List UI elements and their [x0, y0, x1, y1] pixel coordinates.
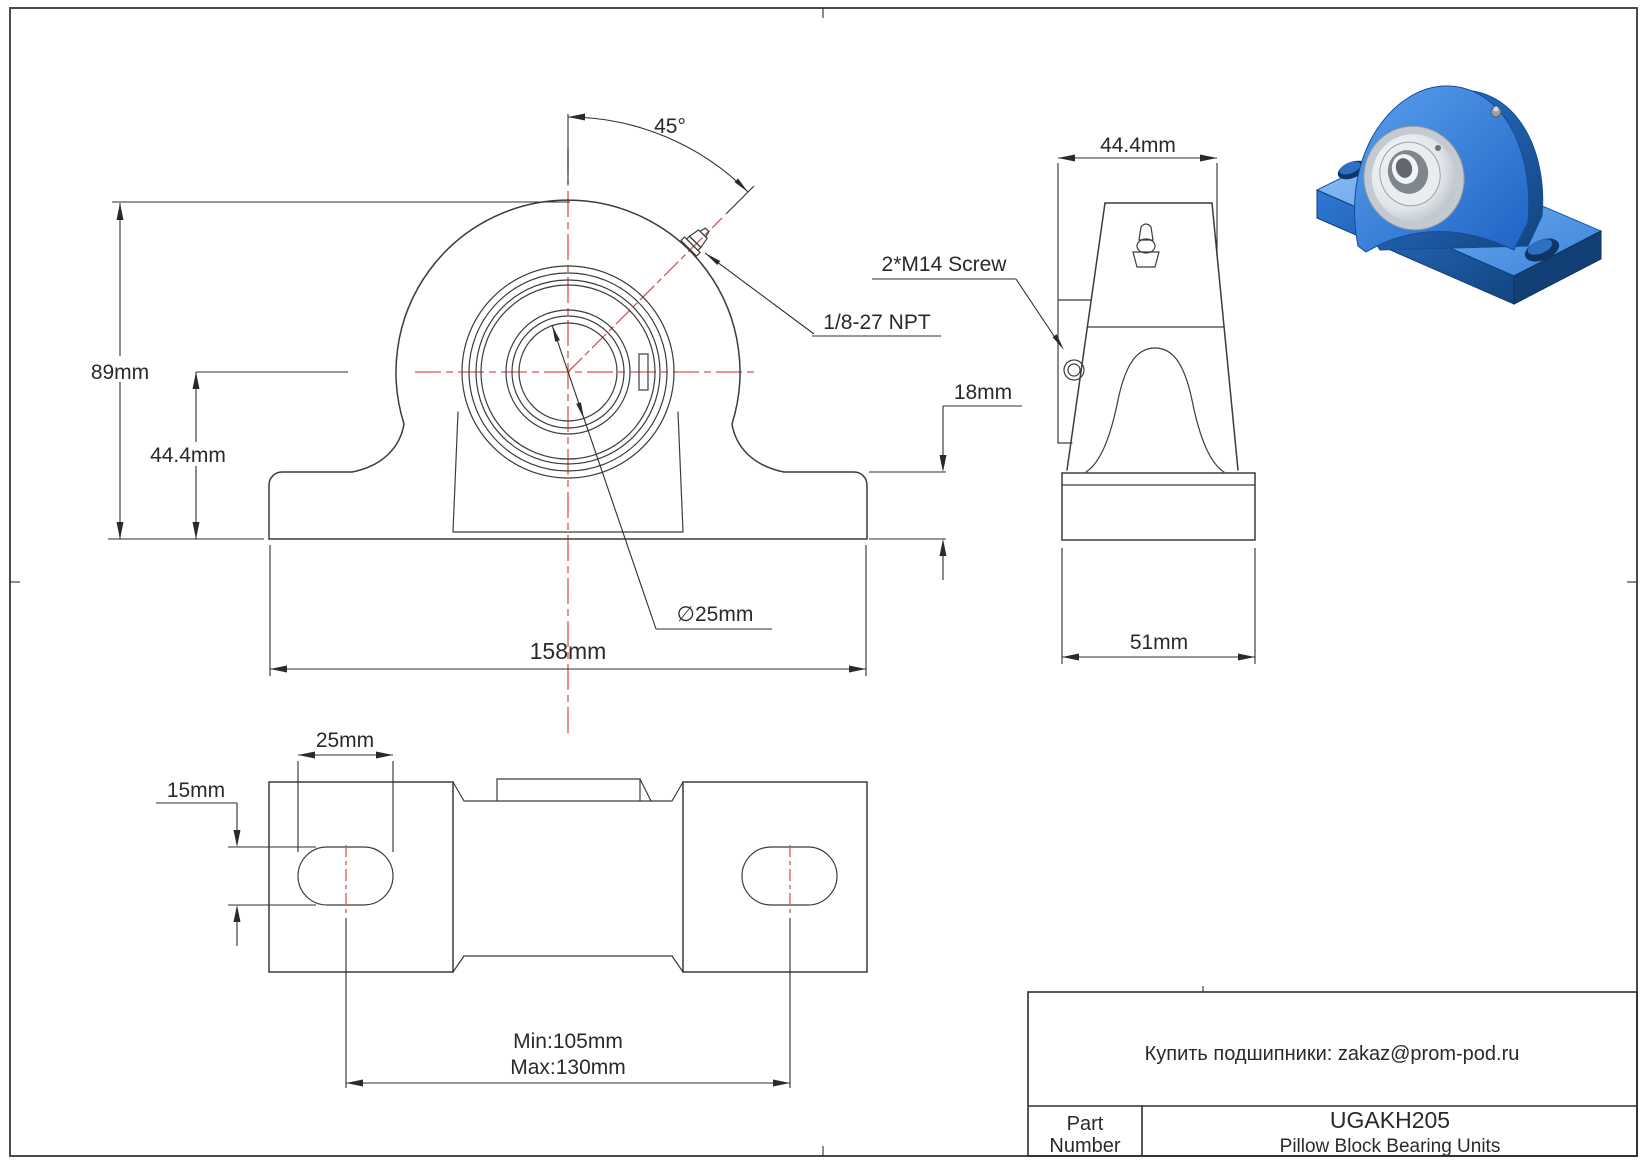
side-top-width-label: 44.4mm [1100, 134, 1176, 157]
grease-port-label: 1/8-27 NPT [823, 311, 931, 334]
product-render-3d [1317, 86, 1601, 304]
side-view [869, 134, 1255, 664]
product-name: Pillow Block Bearing Units [1279, 1136, 1501, 1157]
center-height-label: 44.4mm [150, 444, 226, 467]
bottom-view [156, 729, 867, 1088]
dim-base-height [869, 381, 1022, 580]
angle-label: 45° [654, 115, 686, 138]
dim-center-height [130, 372, 348, 539]
part-label-line2: Number [1049, 1135, 1121, 1157]
slot-width-label: 25mm [315, 729, 375, 752]
base-height-label: 18mm [953, 381, 1013, 404]
side-base-width-label: 51mm [1129, 631, 1189, 654]
bolt-spacing-max-label: Max:130mm [510, 1056, 626, 1079]
dim-bolt-spacing [346, 918, 790, 1088]
bolt-spacing-min-label: Min:105mm [513, 1030, 623, 1053]
set-screw-label: 2*M14 Screw [881, 253, 1007, 276]
dim-slot-width [298, 729, 393, 852]
contact-text: Купить подшипники: zakaz@prom-pod.ru [1144, 1043, 1520, 1065]
dim-side-top-width [1058, 134, 1217, 300]
slot-height-label: 15mm [166, 779, 226, 802]
dim-angle-45 [568, 114, 754, 215]
dim-slot-height [156, 779, 316, 946]
part-number: UGAKH205 [1329, 1107, 1451, 1133]
dim-overall-height [84, 202, 570, 539]
overall-height-label: 89mm [90, 361, 150, 384]
front-view [84, 114, 941, 736]
bottom-outline [269, 779, 867, 972]
side-grease-fitting-icon [1133, 224, 1159, 267]
base-width-label: 158mm [529, 638, 607, 664]
title-block [1028, 986, 1637, 1157]
side-housing-outline [1058, 203, 1255, 540]
dim-side-base-width [1062, 548, 1255, 664]
part-label-line1: Part [1066, 1113, 1104, 1135]
front-grease-fitting-icon [681, 222, 715, 256]
bore-diameter-label: ∅25mm [676, 603, 754, 626]
